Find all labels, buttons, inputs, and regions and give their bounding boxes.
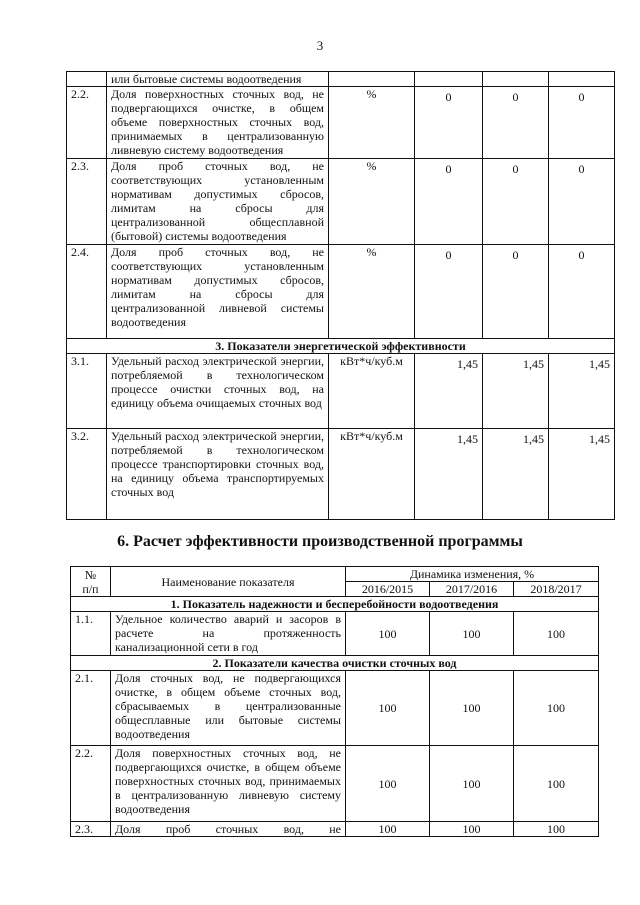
value-cell: 100: [514, 671, 599, 746]
row-number: 3.2.: [67, 429, 107, 520]
value-cell: 100: [346, 822, 430, 837]
row-number: 2.3.: [67, 159, 107, 245]
row-number: 2.2.: [71, 746, 111, 822]
value-cell: 0: [549, 87, 615, 159]
row-number: 2.4.: [67, 245, 107, 339]
row-number: 2.1.: [71, 671, 111, 746]
value-cell: 100: [430, 746, 514, 822]
unit-cell: кВт*ч/куб.м: [329, 429, 415, 520]
table-row: [67, 354, 615, 429]
table-row: [71, 671, 599, 746]
section-heading: 1. Показатель надежности и бесперебойности водоотведения: [71, 597, 599, 612]
value-cell: 1,45: [549, 354, 615, 429]
table-row: [67, 245, 615, 339]
table-header-row: [71, 567, 599, 582]
row-number: 2.2.: [67, 87, 107, 159]
indicator-name: или бытовые системы водоотведения: [107, 72, 329, 87]
table-row: [71, 746, 599, 822]
value-cell: 0: [549, 245, 615, 339]
row-number: 2.3.: [71, 822, 111, 837]
indicator-name: Доля сточных вод, не подвергающихся очистке, в общем объеме сточных вод, сбрасываемых в централизованные общесплавные или бытовые системы водоотведения: [111, 671, 346, 746]
unit-cell: %: [329, 245, 415, 339]
header-number: [71, 567, 111, 597]
value-cell: 1,45: [415, 429, 483, 520]
value-cell: 1,45: [483, 429, 549, 520]
indicator-name: Доля проб сточных вод, не: [111, 822, 346, 837]
indicator-name: Доля проб сточных вод, не соответствующих установленным нормативам допустимых сбросов, лимитам на сбросы для централизованной ливневой системы водоотведения: [107, 245, 329, 339]
header-dynamics: Динамика изменения, %: [346, 567, 599, 582]
unit-cell: %: [329, 159, 415, 245]
value-cell: 1,45: [415, 354, 483, 429]
value-cell: 0: [483, 159, 549, 245]
value-cell: 1,45: [483, 354, 549, 429]
value-cell: 1,45: [549, 429, 615, 520]
value-cell: [549, 72, 615, 87]
value-cell: 100: [346, 612, 430, 656]
indicator-name: Доля проб сточных вод, не соответствующих установленным нормативам допустимых сбросов, лимитам на сбросы для централизованной общесплавной (бытовой) системы водоотведения: [107, 159, 329, 245]
indicator-name: Удельный расход электрической энергии, потребляемой в технологическом процессе очистки сточных вод, на единицу объема очищаемых сточных вод: [107, 354, 329, 429]
unit-cell: [329, 72, 415, 87]
value-cell: 100: [514, 612, 599, 656]
table-row: [71, 822, 599, 837]
value-cell: 0: [483, 245, 549, 339]
indicator-name: Доля поверхностных сточных вод, не подвергающихся очистке, в общем объеме поверхностных сточных вод, принимаемых в централизованную ливневую систему водоотведения: [107, 87, 329, 159]
header-number-symbol: №: [84, 567, 97, 582]
section-heading-row: [67, 339, 615, 354]
header-number-label: п/п: [82, 581, 99, 596]
page-number: 3: [316, 38, 324, 53]
value-cell: 100: [346, 671, 430, 746]
value-cell: 100: [514, 746, 599, 822]
value-cell: 0: [415, 245, 483, 339]
value-cell: 100: [430, 612, 514, 656]
value-cell: 0: [549, 159, 615, 245]
section-heading-row: [71, 597, 599, 612]
value-cell: 100: [346, 746, 430, 822]
indicator-name: Удельный расход электрической энергии, потребляемой в технологическом процессе транспортировки сточных вод, на единицу объема транспортируемых сточных вод: [107, 429, 329, 520]
table-row: [67, 72, 615, 87]
indicator-name: Удельное количество аварий и засоров в расчете на протяженность канализационной сети в год: [111, 612, 346, 656]
table-row: [67, 429, 615, 520]
table-row: [67, 87, 615, 159]
section-6-title: 6. Расчет эффективности производственной программы: [117, 533, 523, 550]
value-cell: 0: [415, 159, 483, 245]
indicator-name: Доля поверхностных сточных вод, не подвергающихся очистке, в общем объеме поверхностных сточных вод, принимаемых в централизованную ливневую систему водоотведения: [111, 746, 346, 822]
row-number: 3.1.: [67, 354, 107, 429]
value-cell: 0: [415, 87, 483, 159]
section-heading: 2. Показатели качества очистки сточных вод: [71, 656, 599, 671]
table-row: [71, 612, 599, 656]
unit-cell: кВт*ч/куб.м: [329, 354, 415, 429]
header-indicator-name: Наименование показателя: [111, 567, 346, 597]
header-year: 2016/2015: [346, 582, 430, 597]
section-heading-row: [71, 656, 599, 671]
value-cell: 100: [430, 822, 514, 837]
value-cell: [483, 72, 549, 87]
table-row: [67, 159, 615, 245]
unit-cell: %: [329, 87, 415, 159]
value-cell: [415, 72, 483, 87]
row-number: 1.1.: [71, 612, 111, 656]
efficiency-table: [70, 566, 599, 837]
header-year: 2018/2017: [514, 582, 599, 597]
row-number: [67, 72, 107, 87]
section-heading: 3. Показатели энергетической эффективности: [67, 339, 615, 354]
value-cell: 0: [483, 87, 549, 159]
header-year: 2017/2016: [430, 582, 514, 597]
indicators-table-continued: [66, 71, 615, 520]
value-cell: 100: [430, 671, 514, 746]
value-cell: 100: [514, 822, 599, 837]
